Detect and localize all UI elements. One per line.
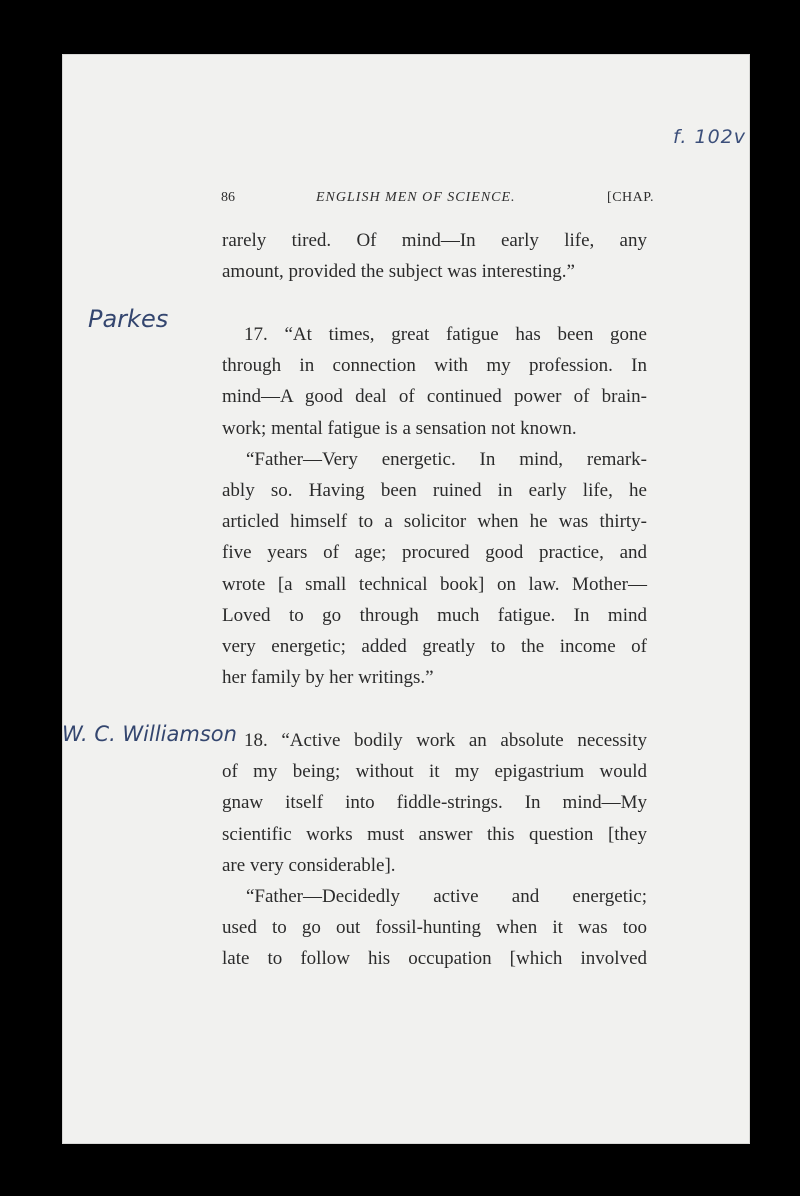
folio-mark: f. 102v [673,126,746,148]
text-line: rarely tired. Of mind—In early life, any [222,230,647,251]
text-line: scientific works must answer this question [they [222,823,647,845]
text-line: her family by her writings.” [222,667,434,689]
text-line: late to follow his occupation [which involved [222,948,647,970]
chapter-mark: [CHAP. [607,190,654,205]
text-line: “Father—Very energetic. In mind, remark- [246,448,647,470]
text-line: articled himself to a solicitor when he was thirty- [222,511,647,533]
text-line: 18. “Active bodily work an absolute necessity [244,730,647,751]
text-line: work; mental fatigue is a sensation not known. [222,417,577,439]
text-line: Loved to go through much fatigue. In mind [222,604,647,626]
text-line: are very considerable]. [222,854,396,876]
text-line: gnaw itself into fiddle-strings. In mind—My [222,792,647,814]
entry-17 [222,319,647,693]
margin-note-parkes: Parkes [88,305,169,333]
text-line: amount, provided the subject was interesting.” [222,261,575,283]
margin-note-williamson: W. C. Williamson [62,722,237,746]
page-number: 86 [221,190,235,205]
text-line: 17. “At times, great fatigue has been gone [244,324,647,345]
text-line: very energetic; added greatly to the income of [222,635,647,657]
text-line: used to go out fossil-hunting when it was too [222,917,647,939]
paragraph-continuation [222,225,647,287]
entry-18 [222,725,647,975]
running-header [221,190,654,212]
text-line: “Father—Decidedly active and energetic; [246,885,647,907]
text-line: five years of age; procured good practice, and [222,542,647,564]
text-line: mind—A good deal of continued power of brain- [222,386,647,408]
text-line: wrote [a small technical book] on law. Mother— [222,573,647,595]
text-line: through in connection with my profession. In [222,355,647,377]
text-line: of my being; without it my epigastrium would [222,761,647,783]
text-line: ably so. Having been ruined in early life, he [222,479,647,501]
running-title: ENGLISH MEN OF SCIENCE. [316,190,516,205]
